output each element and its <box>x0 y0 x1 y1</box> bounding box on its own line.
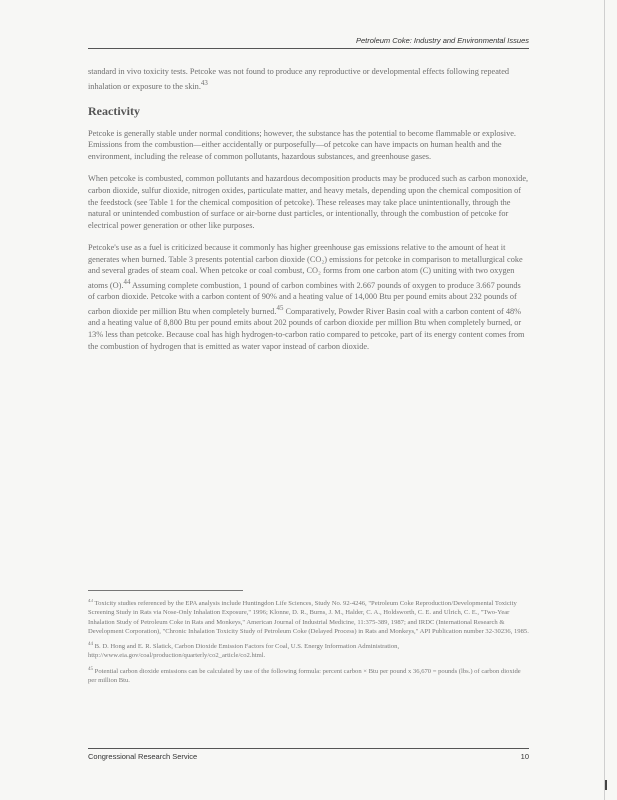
running-header: Petroleum Coke: Industry and Environmental Issues <box>88 36 529 49</box>
footnote: $^{45}$ Potential carbon dioxide emissions can be calculated by use of the following formula: percent carbon × Btu per pound x 36,670 = pounds (lbs.) of carbon dioxide per million Btu. <box>88 666 521 684</box>
footnote-ref: 45 <box>276 305 284 313</box>
footnote: $^{44}$ B. D. Hong and E. R. Slatick, Carbon Dioxide Emission Factors for Coal, U.S. Energy Information Administration, http://www.eia.gov/coal/production/quarterly/co2_article/co2.html. <box>88 642 400 660</box>
running-footer <box>88 748 529 761</box>
body-text <box>88 66 529 363</box>
paragraph: Petcoke's use as a fuel is criticized because it commonly has higher greenhouse gas emissions relative to the amount of heat it generates when burned. Table 3 presents potential carbon dioxide (CO₂) emissions for petcoke in comparison to metallurgical coke and several grades of steam coal. When petcoke or coal combust, CO₂ forms from one carbon atom (C) uniting with two oxygen atoms (O).$^{44}$ Assuming complete combustion, 1 pound of carbon combines with 2.667 pounds of oxygen to produce 3.667 pounds of carbon dioxide. Petcoke with a carbon content of 90% and a heating value of 14,000 Btu per pound emits about 232 pounds of carbon dioxide per million Btu when completely burned.$^{45}$ Comparatively, Powder River Basin coal with a carbon content of 48% and a heating value of 8,800 Btu per pound emits about 202 pounds of carbon dioxide per million Btu when completely burned, or 13% less than petcoke. Because coal has high hydrogen-to-carbon ratio compared to petcoke, part of its energy content comes from the combustion of hydrogen that is emitted as water vapor instead of carbon dioxide. <box>88 243 525 351</box>
footnote: $^{43}$ Toxicity studies referenced by the EPA analysis include Huntingdon Life Sciences, Study No. 92-4246, "Petroleum Coke Reproduction/Developmental Toxicity Screening Study in Rats via Nose-Only Inhalation Exposure," 1996; Klonne, D. R., Burns, J. M., Halder, C. A., Holdsworth, C. E. and Ulrich, C. E., "Two-Year Inhalation Study of Petroleum Coke in Rats and Monkeys," American Journal of Industrial Medicine, 11:375-389, 1987; and IRDC (International Research & Development Corporation), "Chronic Inhalation Toxicity Study of Petroleum Coke (Delayed Process) in Rats and Monkeys," API Publication number 32-30236, 1985. <box>88 599 529 635</box>
scan-mark <box>605 780 607 790</box>
footnote-divider <box>88 590 243 591</box>
paragraph: Petcoke is generally stable under normal conditions; however, the substance has the potential to become flammable or explosive. Emissions from the combustion—either accidentally or purposefully—of petcoke can have impacts on human health and the environment, including the release of common pollutants, hazardous substances, and greenhouse gases. <box>88 128 516 161</box>
page-number: 10 <box>520 752 529 761</box>
footnote-ref: 43 <box>200 79 208 87</box>
paragraph: standard in vivo toxicity tests. Petcoke was not found to produce any reproductive or developmental effects following repeated inhalation or exposure to the skin.$^{43}$ <box>88 67 510 91</box>
section-heading: Reactivity <box>88 103 140 118</box>
paragraph: When petcoke is combusted, common pollutants and hazardous decomposition products may be produced such as carbon monoxide, carbon dioxide, sulfur dioxide, nitrogen oxides, particulate matter, and heavy metals, depending upon the chemical composition of the feedstock (see Table 1 for the chemical composition of petcoke). These releases may take place unintentionally, through the natural or unintended combustion of surface or air-borne dust particles, or intentionally, through the combustion of petcoke for electrical power generation or other like purposes. <box>88 174 529 230</box>
footnotes <box>88 597 529 689</box>
scan-edge-line <box>604 0 605 800</box>
footer-source: Congressional Research Service <box>88 752 198 761</box>
footnote-ref: 44 <box>123 279 131 287</box>
